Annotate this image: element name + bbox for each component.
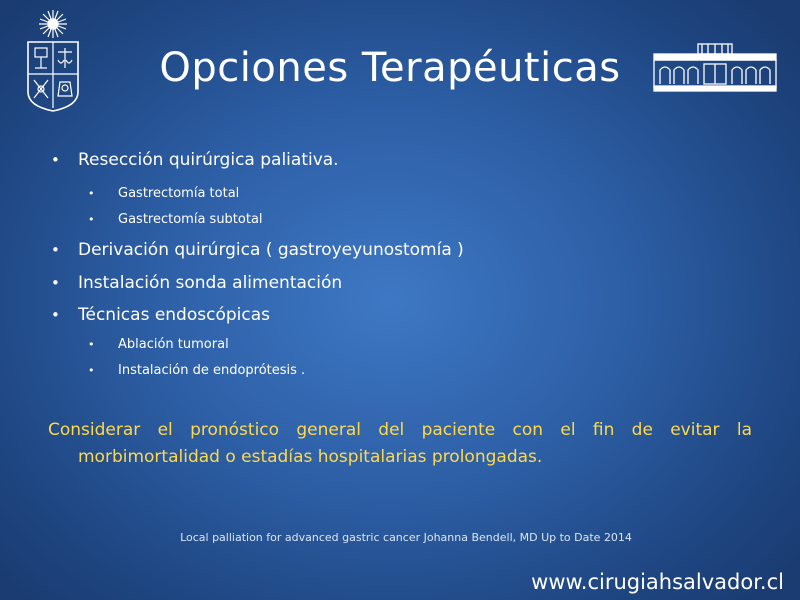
bullet-list	[48, 150, 768, 379]
website-url: www.cirugiahsalvador.cl	[531, 570, 784, 594]
sub-bullet-item: • Instalación de endoprótesis .	[48, 363, 768, 379]
hospital-building-icon	[652, 42, 778, 92]
university-crest-icon	[22, 8, 84, 112]
bullet-item: • Resección quirúrgica paliativa.	[48, 150, 768, 170]
note-text: Considerar el pronóstico general del paciente con el fin de evitar la morbimortalidad o estadías hospitalarias prolongadas.	[48, 420, 752, 467]
bullet-item: • Derivación quirúrgica ( gastroyeyunostomía )	[48, 240, 768, 260]
sub-bullet-item: • Ablación tumoral	[48, 337, 768, 353]
slide-title: Opciones Terapéuticas	[159, 45, 621, 91]
bullet-item: • Instalación sonda alimentación	[48, 273, 768, 293]
sub-bullet-item: • Gastrectomía subtotal	[48, 212, 768, 228]
sub-bullet-item: • Gastrectomía total	[48, 186, 768, 202]
bullet-item: • Técnicas endoscópicas	[48, 305, 768, 325]
reference-citation: Local palliation for advanced gastric cancer Johanna Bendell, MD Up to Date 2014	[180, 531, 632, 544]
highlight-note	[48, 417, 752, 471]
